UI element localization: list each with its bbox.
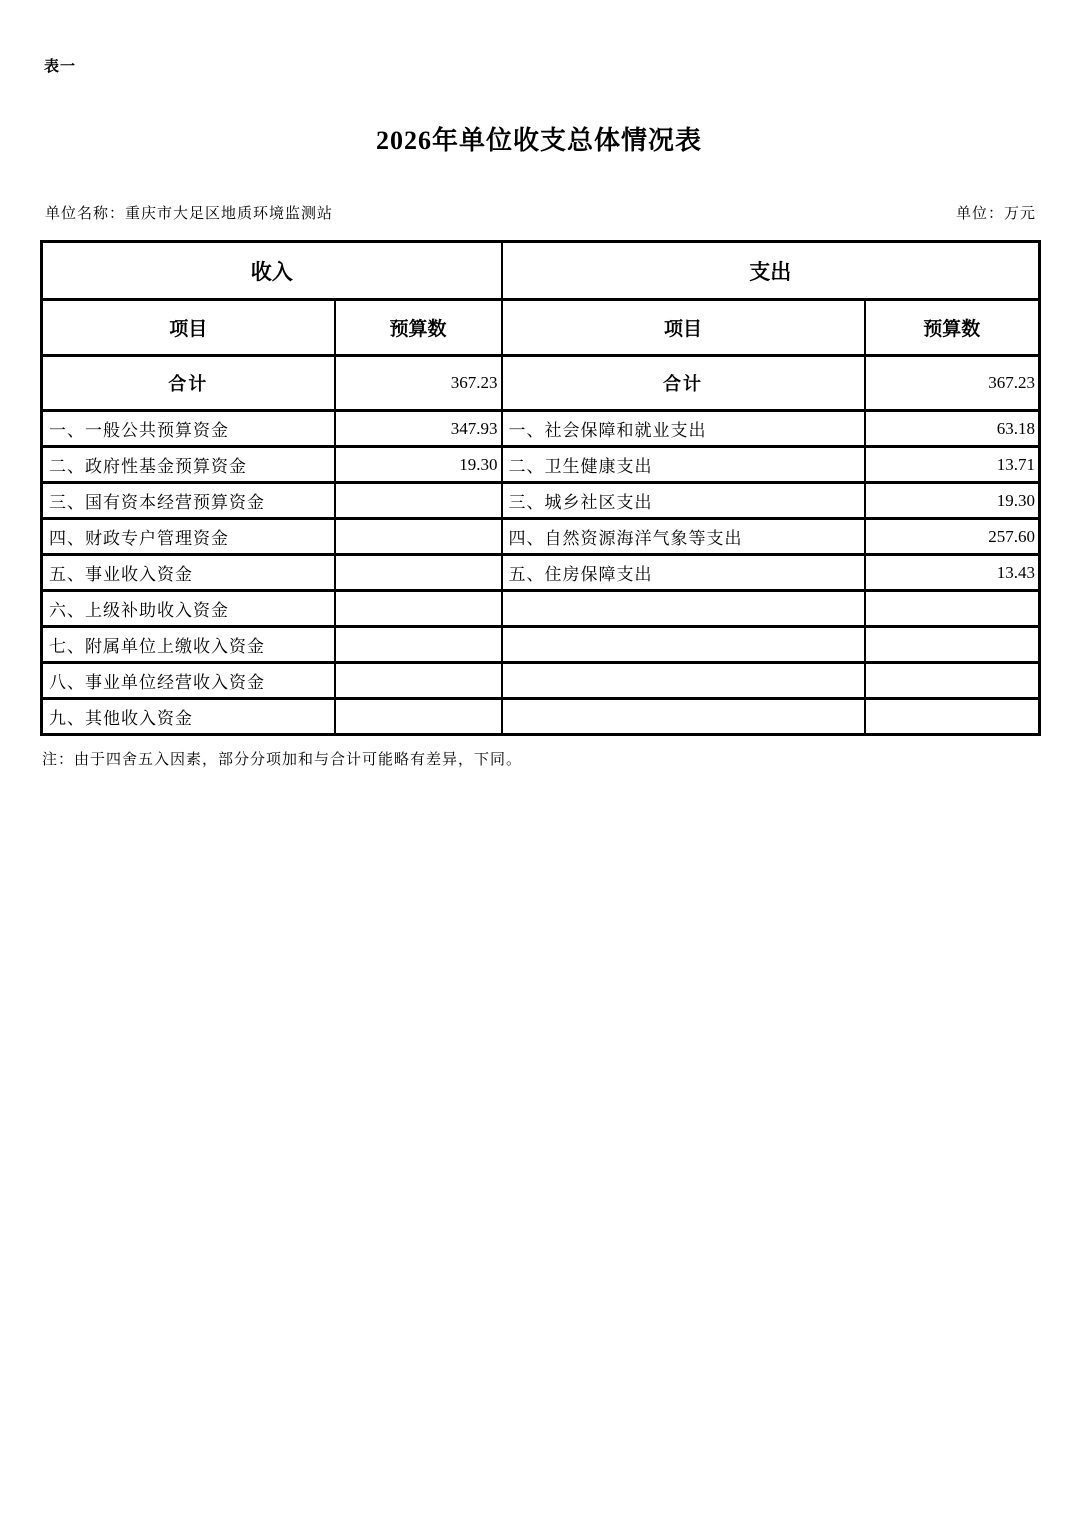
income-total-label: 合计 bbox=[42, 356, 335, 411]
currency-unit-label: 单位：万元 bbox=[955, 206, 1036, 222]
income-value-cell bbox=[335, 627, 502, 663]
expense-value-cell: 13.71 bbox=[865, 447, 1040, 483]
income-value-cell bbox=[335, 699, 502, 735]
income-value-cell bbox=[335, 663, 502, 699]
table-row bbox=[42, 663, 1040, 699]
expense-value-cell bbox=[865, 699, 1040, 735]
expense-value-cell: 19.30 bbox=[865, 483, 1040, 519]
income-value-cell bbox=[335, 519, 502, 555]
section-header-row bbox=[42, 242, 1040, 300]
income-value-cell: 19.30 bbox=[335, 447, 502, 483]
expense-total-value: 367.23 bbox=[865, 356, 1040, 411]
page-title: 2026年单位收支总体情况表 bbox=[375, 126, 702, 155]
expense-section-header: 支出 bbox=[502, 242, 1040, 300]
expense-item-column-header: 项目 bbox=[502, 300, 865, 356]
income-value-cell bbox=[335, 483, 502, 519]
expense-item-cell: 二、卫生健康支出 bbox=[502, 447, 865, 483]
column-header-row bbox=[42, 300, 1040, 356]
expense-item-cell: 五、住房保障支出 bbox=[502, 555, 865, 591]
expense-value-cell bbox=[865, 627, 1040, 663]
income-item-cell: 三、国有资本经营预算资金 bbox=[42, 483, 335, 519]
table-row bbox=[42, 483, 1040, 519]
income-value-cell: 347.93 bbox=[335, 411, 502, 447]
table-row bbox=[42, 519, 1040, 555]
expense-value-cell: 13.43 bbox=[865, 555, 1040, 591]
income-item-cell: 一、一般公共预算资金 bbox=[42, 411, 335, 447]
table-meta-row bbox=[40, 202, 1038, 223]
income-item-column-header: 项目 bbox=[42, 300, 335, 356]
expense-item-cell: 一、社会保障和就业支出 bbox=[502, 411, 865, 447]
table-row bbox=[42, 591, 1040, 627]
table-row bbox=[42, 627, 1040, 663]
table-row bbox=[42, 447, 1040, 483]
expense-item-cell: 三、城乡社区支出 bbox=[502, 483, 865, 519]
income-section-header: 收入 bbox=[42, 242, 502, 300]
expense-item-cell: 四、自然资源海洋气象等支出 bbox=[502, 519, 865, 555]
expense-budget-column-header: 预算数 bbox=[865, 300, 1040, 356]
income-value-cell bbox=[335, 555, 502, 591]
table-number-label: 表一 bbox=[44, 58, 77, 75]
expense-total-label: 合计 bbox=[502, 356, 865, 411]
income-item-cell: 二、政府性基金预算资金 bbox=[42, 447, 335, 483]
expense-item-cell bbox=[502, 699, 865, 735]
income-total-value: 367.23 bbox=[335, 356, 502, 411]
expense-value-cell bbox=[865, 591, 1040, 627]
expense-value-cell bbox=[865, 663, 1040, 699]
income-item-cell: 九、其他收入资金 bbox=[42, 699, 335, 735]
table-row bbox=[42, 555, 1040, 591]
budget-summary-table bbox=[40, 240, 1041, 736]
income-budget-column-header: 预算数 bbox=[335, 300, 502, 356]
expense-item-cell bbox=[502, 591, 865, 627]
income-value-cell bbox=[335, 591, 502, 627]
income-item-cell: 七、附属单位上缴收入资金 bbox=[42, 627, 335, 663]
expense-value-cell: 257.60 bbox=[865, 519, 1040, 555]
rounding-note: 注：由于四舍五入因素，部分分项加和与合计可能略有差异，下同。 bbox=[42, 752, 523, 768]
unit-name-label: 单位名称：重庆市大足区地质环境监测站 bbox=[45, 206, 334, 222]
income-item-cell: 四、财政专户管理资金 bbox=[42, 519, 335, 555]
expense-value-cell: 63.18 bbox=[865, 411, 1040, 447]
income-item-cell: 八、事业单位经营收入资金 bbox=[42, 663, 335, 699]
income-item-cell: 五、事业收入资金 bbox=[42, 555, 335, 591]
total-row bbox=[42, 356, 1040, 411]
expense-item-cell bbox=[502, 663, 865, 699]
income-item-cell: 六、上级补助收入资金 bbox=[42, 591, 335, 627]
table-row bbox=[42, 699, 1040, 735]
expense-item-cell bbox=[502, 627, 865, 663]
table-row bbox=[42, 411, 1040, 447]
